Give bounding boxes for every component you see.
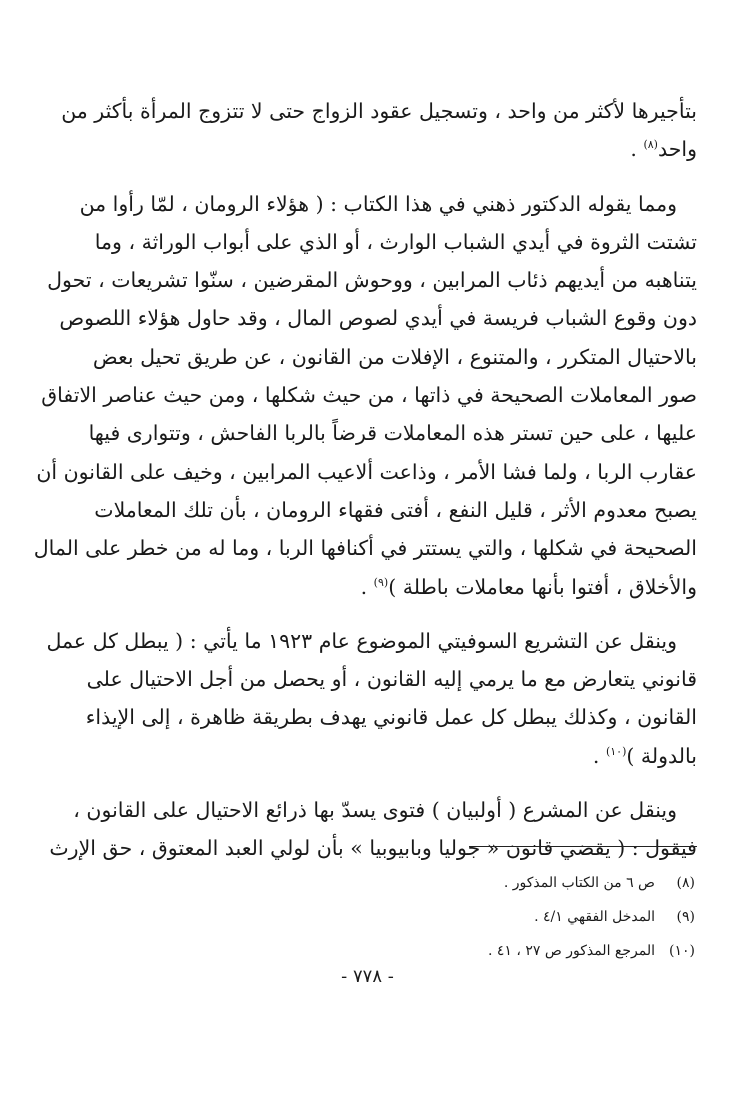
footnote-text: المدخل الفقهي ٤/١ . [534,909,655,925]
footnote-text: ص ٦ من الكتاب المذكور . [503,875,655,891]
text-line: وينقل عن المشرع ( أولبيان ) فتوى يسدّ بها ذرائع الاحتيال على القانون ، [73,798,677,823]
text-line [33,130,697,168]
line-tail: . [630,137,644,162]
text-line: صور المعاملات الصحيحة في ذاتها ، من حيث شكلها ، ومن حيث عناصر الاتفاق [41,383,697,408]
paragraph-1 [33,92,697,169]
footnotes [295,866,695,968]
paragraph-4 [33,791,697,868]
text-line [33,737,697,775]
footnote-number: (٨) [676,875,695,891]
text-line: يصبح معدوم الأثر ، قليل النفع ، أفتى فقهاء الرومان ، بأن تلك المعاملات [94,497,697,522]
text-line-content: بالدولة ) [626,743,697,768]
text-line-content: واحد [657,137,697,162]
footnote-number: (١٠) [669,943,695,959]
text-line: دون وقوع الشباب فريسة في أيدي لصوص المال ، وقد حاول هؤلاء اللصوص [59,306,697,331]
footnote-reference: (٨) [643,138,658,152]
text-line: وينقل عن التشريع السوفيتي الموضوع عام ١٩٢٣ ما يأتي : ( يبطل كل عمل [46,628,677,653]
line-tail: . [592,743,606,768]
footnote-text: المرجع المذكور ص ٢٧ ، ٤١ . [487,943,655,959]
text-line: بتأجيرها لأكثر من واحد ، وتسجيل عقود الزواج حتى لا تتزوج المرأة بأكثر من [61,99,697,123]
text-line: يتناهبه من أيديهم ذئاب المرابين ، ووحوش المقرضين ، سنّوا تشريعات ، تحول [47,268,697,293]
footnote-number: (٩) [676,909,695,925]
text-line: الصحيحة في شكلها ، والتي يستتر في أكنافها الربا ، وما له من خطر على المال [33,536,697,561]
text-line: تشتت الثروة في أيدي الشباب الوارث ، أو الذي على أبواب الوراثة ، وما [94,229,697,254]
footnote [295,866,695,900]
text-line: بالاحتيال المتكرر ، والمتنوع ، الإفلات من القانون ، عن طريق تحيل بعض [92,344,697,369]
text-line [33,568,697,606]
text-line: القانون ، وكذلك يبطل كل عمل قانوني يهدف بطريقة ظاهرة ، إلى الإيذاء [85,705,697,730]
footnote-reference: (٩) [373,575,389,589]
page-number: - ٧٧٨ - [341,966,394,987]
main-text [33,92,697,868]
footnote [295,934,695,968]
text-line-content: والأخلاق ، أفتوا بأنها معاملات باطلة ) [388,574,697,599]
footnote [295,900,695,934]
paragraph-3 [33,622,697,775]
text-line: عليها ، على حين تستر هذه المعاملات قرضاً بالربا الفاحش ، وتتوارى فيها [88,421,697,446]
text-line: قانوني يتعارض مع ما يرمي إليه القانون ، أو يحصل من أجل الاحتيال على [86,667,697,692]
footnote-reference: (١٠) [605,744,627,758]
text-line: فيقول : ( يقضي قانون « جوليا وبابيوبيا » بأن لولي العبد المعتوق ، حق الإرث [49,836,697,861]
text-line: عقارب الربا ، ولما فشا الأمر ، وذاعت ألاعيب المرابين ، وخيف على القانون أن [36,459,697,484]
text-line: ومما يقوله الدكتور ذهني في هذا الكتاب : ( هؤلاء الرومان ، لمّا رأوا من [79,191,677,216]
paragraph-2 [33,185,697,606]
line-tail: . [360,574,374,599]
footnote-separator [469,846,697,847]
